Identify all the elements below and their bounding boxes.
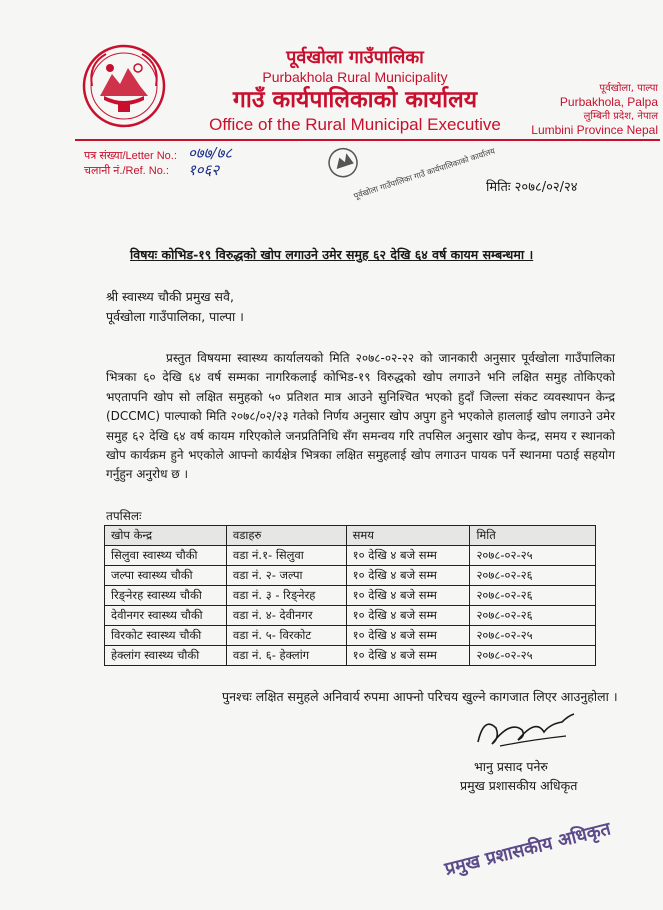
table-cell: वडा नं. ४- देवीनगर bbox=[226, 606, 346, 626]
address-province-english: Lumbini Province Nepal bbox=[531, 123, 658, 137]
letter-subject: विषयः कोभिड-१९ विरुद्धको खोप लगाउने उमेर समुह ६२ देखि ६४ वर्ष कायम सम्बन्धमा । bbox=[130, 247, 534, 262]
table-row bbox=[105, 606, 596, 626]
letter-no-value: ०७७/७८ bbox=[188, 144, 233, 162]
table-cell: १० देखि ४ बजे सम्म bbox=[346, 646, 470, 666]
table-cell: रिङ्नेरह स्वास्थ्य चौकी bbox=[105, 586, 227, 606]
letter-body bbox=[106, 349, 615, 485]
table-cell: वडा नं. ३ - रिङ्नेरह bbox=[226, 586, 346, 606]
letterhead-address bbox=[510, 82, 658, 138]
table-header-cell: वडाहरु bbox=[226, 526, 346, 546]
table-header-cell: मिति bbox=[470, 526, 596, 546]
table-cell: जल्पा स्वास्थ्य चौकी bbox=[105, 566, 227, 586]
stamp-small-text: पूर्वखोला गाउँपालिका गाउँ कार्यपालिकाको कार्यालय bbox=[352, 146, 497, 201]
addressee-line-1: श्री स्वास्थ्य चौकी प्रमुख सवै, bbox=[106, 289, 234, 304]
table-header-row bbox=[105, 526, 596, 546]
designation-stamp bbox=[436, 808, 613, 880]
table-cell: २०७८-०२-२५ bbox=[470, 626, 596, 646]
postscript-note: पुनश्चः लक्षित समुहले अनिवार्य रुपमा आफ्नो परिचय खुल्ने कागजात लिएर आउनुहोला । bbox=[222, 689, 618, 704]
office-name-english: Office of the Rural Municipal Executive bbox=[209, 115, 501, 134]
stamp-big-text: प्रमुख प्रशासकीय अधिकृत bbox=[442, 818, 613, 880]
address-province-nepali: लुम्बिनी प्रदेश, नेपाल bbox=[583, 111, 658, 122]
table-cell: १० देखि ४ बजे सम्म bbox=[346, 546, 470, 566]
table-cell: २०७८-०२-२६ bbox=[470, 566, 596, 586]
table-row bbox=[105, 646, 596, 666]
nepal-emblem-icon bbox=[82, 44, 166, 128]
addressee-line-2: पूर्वखोला गाउँपालिका, पाल्पा । bbox=[106, 309, 244, 324]
office-stamp-small bbox=[318, 124, 497, 224]
table-cell: २०७८-०२-२५ bbox=[470, 646, 596, 666]
letterhead bbox=[190, 48, 520, 136]
table-cell: २०७८-०२-२६ bbox=[470, 586, 596, 606]
table-cell: १० देखि ४ बजे सम्म bbox=[346, 566, 470, 586]
table-cell: वडा नं. ६- हेक्लांग bbox=[226, 646, 346, 666]
letter-date: मितिः २०७८/०२/२४ bbox=[486, 180, 578, 195]
table-cell: २०७८-०२-२५ bbox=[470, 546, 596, 566]
table-cell: सिलुवा स्वास्थ्य चौकी bbox=[105, 546, 227, 566]
table-cell: विरकोट स्वास्थ्य चौकी bbox=[105, 626, 227, 646]
table-header-cell: समय bbox=[346, 526, 470, 546]
table-row bbox=[105, 626, 596, 646]
table-cell: १० देखि ४ बजे सम्म bbox=[346, 586, 470, 606]
municipality-name-english: Purbakhola Rural Municipality bbox=[262, 69, 448, 85]
address-place-nepali: पूर्वखोला, पाल्पा bbox=[599, 83, 658, 94]
table-cell: २०७८-०२-२६ bbox=[470, 606, 596, 626]
table-cell: वडा नं. ५- विरकोट bbox=[226, 626, 346, 646]
table-row bbox=[105, 586, 596, 606]
table-cell: देवीनगर स्वास्थ्य चौकी bbox=[105, 606, 227, 626]
letter-no-label: पत्र संख्या/Letter No.: bbox=[84, 150, 177, 162]
table-row bbox=[105, 566, 596, 586]
table-cell: हेक्लांग स्वास्थ्य चौकी bbox=[105, 646, 227, 666]
ref-no-label: चलानी नं./Ref. No.: bbox=[84, 165, 169, 177]
vaccination-schedule-table bbox=[104, 525, 596, 666]
municipality-name-nepali: पूर्वखोला गाउँपालिका bbox=[286, 47, 424, 68]
office-name-nepali: गाउँ कार्यपालिकाको कार्यालय bbox=[232, 87, 478, 113]
signer-designation: प्रमुख प्रशासकीय अधिकृत bbox=[460, 778, 578, 793]
table-cell: वडा नं.१- सिलुवा bbox=[226, 546, 346, 566]
address-place-english: Purbakhola, Palpa bbox=[559, 95, 658, 109]
handwritten-signature bbox=[470, 706, 580, 756]
ref-no-value: १०६२ bbox=[188, 161, 220, 179]
schedule-heading: तपसिलः bbox=[106, 509, 142, 523]
table-row bbox=[105, 546, 596, 566]
table-cell: १० देखि ४ बजे सम्म bbox=[346, 626, 470, 646]
table-header-cell: खोप केन्द्र bbox=[105, 526, 227, 546]
table-cell: वडा नं. २- जल्पा bbox=[226, 566, 346, 586]
table-cell: १० देखि ४ बजे सम्म bbox=[346, 606, 470, 626]
signer-name: भानु प्रसाद पनेरु bbox=[474, 759, 548, 774]
letter-body-text: प्रस्तुत विषयमा स्वास्थ्य कार्यालयको मिति २०७८-०२-२२ को जानकारी अनुसार पूर्वखोला गाउँपालिका भित्रका ६० देखि ६४ वर्ष सम्मका नागरिकलाई कोभिड-१९ विरुद्धको खोप लगाउने भनि लक्षित समुह तोकिएको भएतापनि खोप सो लक्षित समुहको ५० प्रतिशत मात्र आउने सुनिश्चित भएको हुदाँ जिल्ला संकट व्यवस्थापन केन्द्र (DCCMC) पाल्पाको मिति २०७८/०२/२३ गतेको निर्णय अनुसार खोप अपुग हुने भएकोले हाललाई खोप लगाउने उमेर समुह ६२ देखि ६४ वर्ष कायम गरिएकोले जनप्रतिनिधि सँग समन्वय गरि तपसिल अनुसार खोप केन्द्र, समय र स्थानको खोप कार्यक्रम हुने भएकोले आफ्नो कार्यक्षेत्र भित्रका लक्षित समुहलाई खोप लगाउन पायक पर्ने स्थानमा पठाई सहयोग गर्नुहुन अनुरोध छ । bbox=[106, 351, 615, 482]
